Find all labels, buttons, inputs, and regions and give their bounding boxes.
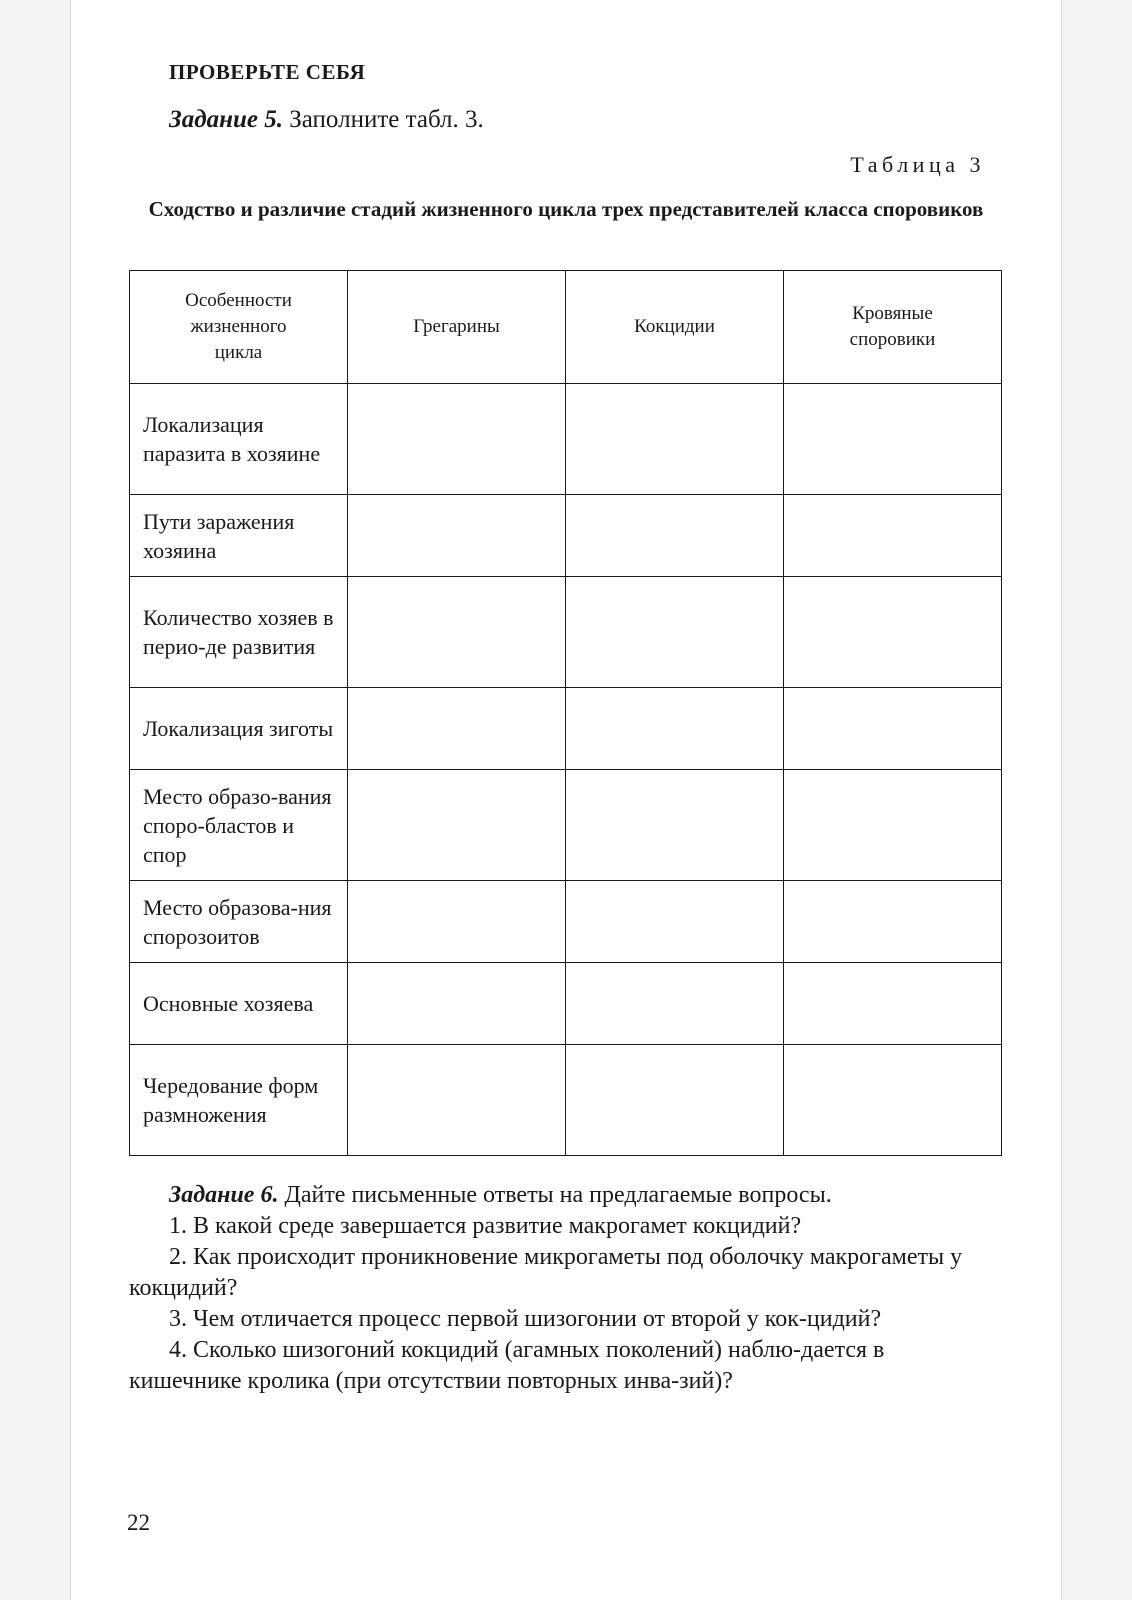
table-row [130,881,1002,963]
answer-cell [784,770,1002,881]
answer-cell [566,577,784,688]
answer-cell [348,384,566,495]
task-5-text: Заполните табл. 3. [283,106,484,133]
table-header-row [130,271,1002,384]
table-title: Сходство и различие стадий жизненного цикла трех представителей класса споровиков [148,197,984,221]
question-1: 1. В какой среде завершается развитие макрогамет кокцидий? [169,1213,802,1239]
question-4: 4. Сколько шизогоний кокцидий (агамных поколений) наблю-дается в кишечнике кролика (при отсутствии повторных инва-зий)? [129,1337,885,1394]
header-coccidia: Кокцидии [566,271,784,384]
page [70,0,1062,1600]
task-5 [169,106,484,134]
table-row [130,495,1002,577]
row-label: Локализация зиготы [130,688,348,770]
answer-cell [348,881,566,963]
answer-cell [348,495,566,577]
table-row [130,1045,1002,1156]
row-label: Пути заражения хозяина [130,495,348,577]
answer-cell [784,495,1002,577]
row-label: Локализация паразита в хозяине [130,384,348,495]
answer-cell [348,770,566,881]
section-heading: ПРОВЕРЬТЕ СЕБЯ [169,60,366,84]
answer-cell [348,688,566,770]
table-row [130,963,1002,1045]
header-blood-sporozoans [784,271,1002,384]
answer-cell [566,770,784,881]
task-5-label: Задание 5. [169,106,284,133]
answer-cell [348,963,566,1045]
answer-cell [348,577,566,688]
answer-cell [784,963,1002,1045]
task-6 [129,1180,1002,1397]
page-number: 22 [127,1510,150,1535]
row-label: Основные хозяева [130,963,348,1045]
row-label: Чередование форм размножения [130,1045,348,1156]
answer-cell [566,384,784,495]
table-row [130,577,1002,688]
answer-cell [784,384,1002,495]
answer-cell [566,1045,784,1156]
answer-cell [566,688,784,770]
header-features-text: Особенности жизненного цикла [185,290,292,363]
answer-cell [784,577,1002,688]
table-row [130,688,1002,770]
row-label: Количество хозяев в перио-де развития [130,577,348,688]
table-row [130,770,1002,881]
header-features [130,271,348,384]
task-6-intro [129,1180,1002,1211]
answer-cell [784,688,1002,770]
answer-cell [348,1045,566,1156]
answer-cell [784,1045,1002,1156]
task-6-text: Дайте письменные ответы на предлагаемые вопросы. [278,1182,832,1208]
answer-cell [566,495,784,577]
table-caption: Таблица 3 [850,152,985,177]
row-label: Место образо-вания споро-бластов и спор [130,770,348,881]
row-label: Место образова-ния спорозоитов [130,881,348,963]
answer-cell [566,963,784,1045]
header-gregarines: Грегарины [348,271,566,384]
question-3: 3. Чем отличается процесс первой шизогонии от второй у кок-цидий? [169,1306,882,1332]
answer-cell [566,881,784,963]
answer-cell [784,881,1002,963]
header-blood-sporozoans-text: Кровяные споровики [849,303,936,350]
table-row [130,384,1002,495]
task-6-label: Задание 6. [169,1182,279,1208]
question-2: 2. Как происходит проникновение микрогаметы под оболочку макрогаметы у кокцидий? [129,1244,963,1301]
life-cycle-table [129,270,1002,1156]
